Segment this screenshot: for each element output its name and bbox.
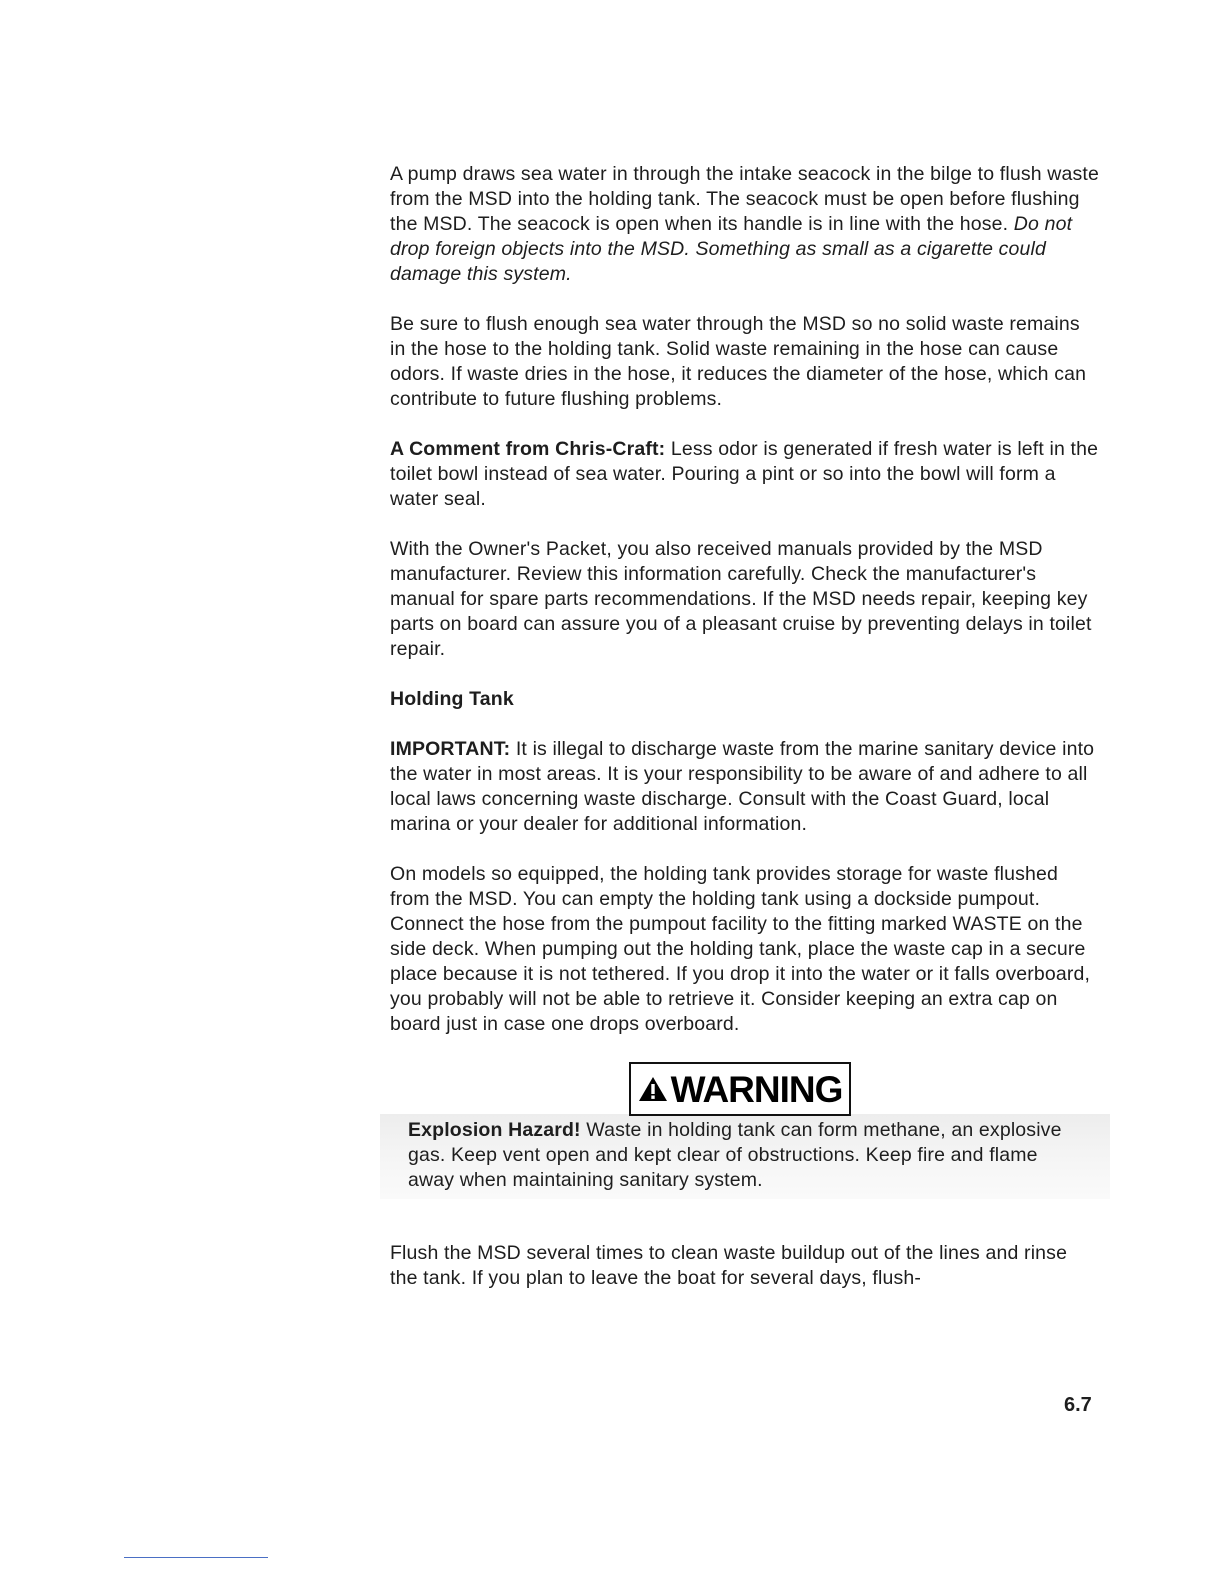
warning-message: Explosion Hazard! Waste in holding tank can form methane, an explosive gas. Keep vent open and kept clear of obstructions. Keep fire and flame away when maintaining sanitary system. — [380, 1114, 1110, 1199]
section-heading-holding-tank: Holding Tank — [390, 688, 514, 710]
paragraph-comment: A Comment from Chris-Craft: Less odor is generated if fresh water is left in the toilet bowl instead of sea water. Pouring a pint or so into the bowl will form a water seal. — [390, 438, 1099, 510]
paragraph-manuals: With the Owner's Packet, you also received manuals provided by the MSD manufacturer. Review this information carefully. Check the manufacturer's manual for spare parts recommendations. If the MSD needs repair, keeping key parts on board can assure you of a pleasant cruise by preventing delays in toilet repair. — [390, 538, 1092, 660]
paragraph-flush-lines: Flush the MSD several times to clean waste buildup out of the lines and rinse the tank. If you plan to leave the boat for several days, flush- — [390, 1242, 1068, 1289]
page-number: 6.7 — [1064, 1394, 1092, 1416]
important-label: IMPORTANT: — [390, 738, 511, 760]
warning-hazard-title: Explosion Hazard! — [408, 1119, 581, 1141]
paragraph-important: IMPORTANT: It is illegal to discharge waste from the marine sanitary device into the water in most areas. It is your responsibility to be aware of and adhere to all local laws concerning waste discharge. Consult with the Coast Guard, local marina or your dealer for additional information. — [390, 738, 1095, 835]
caution-italic: Do not drop foreign objects into the MSD. Something as small as a cigarette could damage this system. — [390, 213, 1073, 285]
comment-label: A Comment from Chris-Craft: — [390, 438, 666, 460]
paragraph-holding-tank: On models so equipped, the holding tank provides storage for waste flushed from the MSD. You can empty the holding tank using a dockside pumpout. Connect the hose from the pumpout facility to the fitting marked WASTE on the side deck. When pumping out the holding tank, place the waste cap in a secure place because it is not tethered. If you drop it into the water or it falls overboard, you probably will not be able to retrieve it. Consider keeping an extra cap on board just in case one drops overboard. — [390, 863, 1091, 1035]
page-body — [390, 162, 1100, 1316]
paragraph-seacock: A pump draws sea water in through the intake seacock in the bilge to flush waste from the MSD into the holding tank. The seacock must be open before flushing the MSD. The seacock is open when its handle is in line with the hose. Do not drop foreign objects into the MSD. Something as small as a cigarette could damage this system. — [390, 163, 1099, 285]
paragraph-flush: Be sure to flush enough sea water through the MSD so no solid waste remains in the hose to the holding tank. Solid waste remaining in the hose can cause odors. If waste dries in the hose, it reduces the diameter of the hose, which can contribute to future flushing problems. — [390, 313, 1087, 410]
warning-block — [390, 1062, 1100, 1199]
footer-rule — [124, 1557, 268, 1558]
warning-label: WARNING — [629, 1062, 851, 1116]
warning-triangle-icon — [638, 1076, 668, 1102]
